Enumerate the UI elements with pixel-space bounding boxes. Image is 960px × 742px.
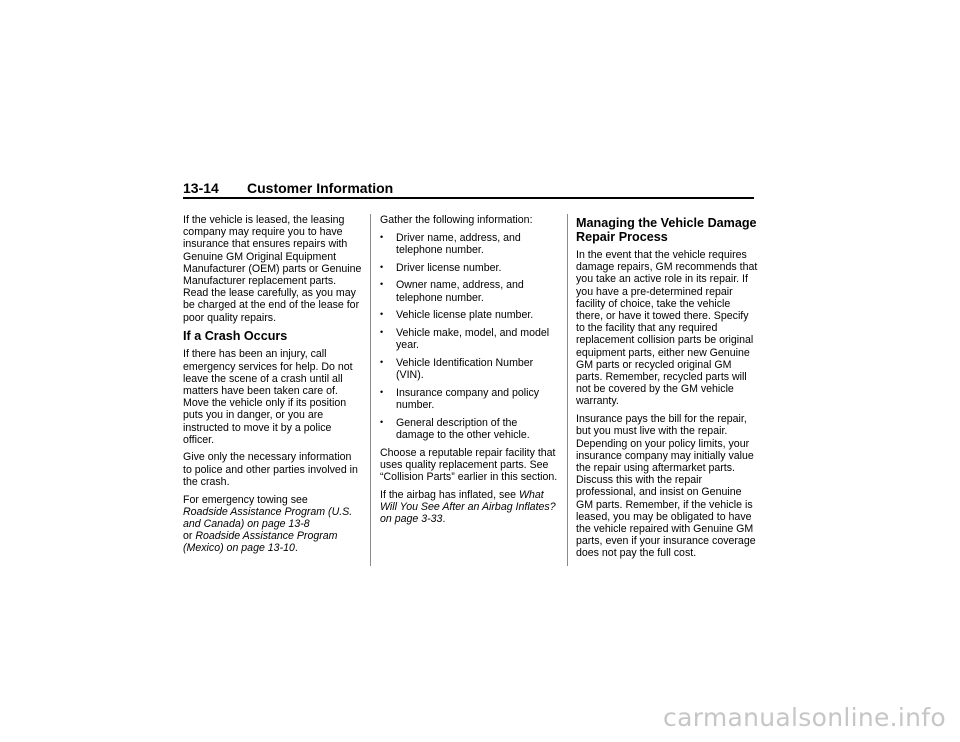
column-right	[576, 214, 758, 565]
bullet-icon: •	[380, 416, 384, 427]
page-header	[183, 179, 754, 197]
airbag-link[interactable]: What Will You See After an Airbag Inflates? on page 3-33	[380, 488, 556, 526]
list-item: • Vehicle license plate number.	[380, 309, 534, 322]
list-item: • General description of the damage to the other vehicle.	[380, 416, 530, 441]
airbag-end: .	[442, 513, 446, 526]
repair-process-heading: Managing the Vehicle Damage Repair Process	[576, 216, 757, 244]
gather-intro: Gather the following information:	[380, 214, 533, 226]
information-paragraph: Give only the necessary information to police and other parties involved in the crash.	[183, 451, 358, 488]
repair-paragraph: In the event that the vehicle requires damage repairs, GM recommends that you take an active role in its repair. If you have a pre-determined repair facility of choice, take the vehicle there, or have it towed there. Specify to the facility that any required replacement collision parts be original equipment parts, either new Genuine GM parts or recycled original GM parts. Remember, recycled parts will not be covered by the GM vehicle warranty.	[576, 249, 758, 408]
column-left	[183, 214, 363, 560]
towing-or: or	[183, 530, 193, 543]
bullet-icon: •	[380, 309, 384, 320]
list-item: • Vehicle Identification Number (VIN).	[380, 356, 534, 382]
insurance-paragraph: Insurance pays the bill for the repair, but you must live with the repair. Depending on your policy limits, your insurance company may initially value the repair using aftermarket parts. Discuss this with the repair professional, and insist on Genuine GM parts. Remember, if the vehicle is leased, you may be obligated to have the vehicle repaired with Genuine GM parts, even if your insurance coverage does not pay the full cost.	[576, 413, 756, 560]
watermark: carmanualsonline.info	[663, 703, 946, 732]
towing-paragraph	[183, 494, 363, 555]
airbag-text: If the airbag has inflated, see	[380, 488, 517, 501]
crash-heading: If a Crash Occurs	[183, 329, 288, 344]
towing-end: .	[294, 542, 298, 555]
information-list	[380, 232, 558, 441]
list-item: • Insurance company and policy number.	[380, 386, 540, 411]
towing-text: For emergency towing see	[183, 493, 308, 506]
airbag-paragraph	[380, 489, 558, 526]
list-item: • Driver license number.	[380, 261, 502, 274]
bullet-icon: •	[380, 386, 384, 397]
page-number: 13-14	[183, 180, 219, 196]
list-item: • Vehicle make, model, and model year.	[380, 326, 550, 352]
column-divider-right	[567, 214, 568, 566]
column-divider-left	[370, 214, 371, 566]
bullet-icon: •	[380, 326, 384, 337]
bullet-icon: •	[380, 279, 384, 290]
roadside-us-link[interactable]: Roadside Assistance Program (U.S. and Canada) on page 13-8	[183, 505, 353, 530]
bullet-icon: •	[380, 231, 384, 242]
header-rule	[183, 197, 754, 199]
repair-facility-paragraph: Choose a reputable repair facility that uses quality replacement parts. See “Collision Parts” earlier in this section.	[380, 446, 558, 483]
bullet-icon: •	[380, 261, 384, 272]
lease-paragraph: If the vehicle is leased, the leasing company may require you to have insurance that ensures repairs with Genuine GM Original Equipment Manufacturer (OEM) parts or Genuine Manufacturer replacement parts. Read the lease carefully, as you may be charged at the end of the lease for poor quality repairs.	[183, 214, 362, 324]
list-item: • Driver name, address, and telephone number.	[380, 231, 521, 256]
injury-paragraph: If there has been an injury, call emergency services for help. Do not leave the scene of a crash until all matters have been taken care of. Move the vehicle only if its position puts you in danger, or you are instructed to move it by a police officer.	[183, 348, 353, 446]
section-title: Customer Information	[247, 180, 394, 196]
roadside-mexico-link[interactable]: Roadside Assistance Program (Mexico) on page 13-10	[183, 530, 338, 555]
column-middle	[380, 214, 558, 531]
list-item: • Owner name, address, and telephone number.	[380, 279, 524, 304]
bullet-icon: •	[380, 356, 384, 367]
